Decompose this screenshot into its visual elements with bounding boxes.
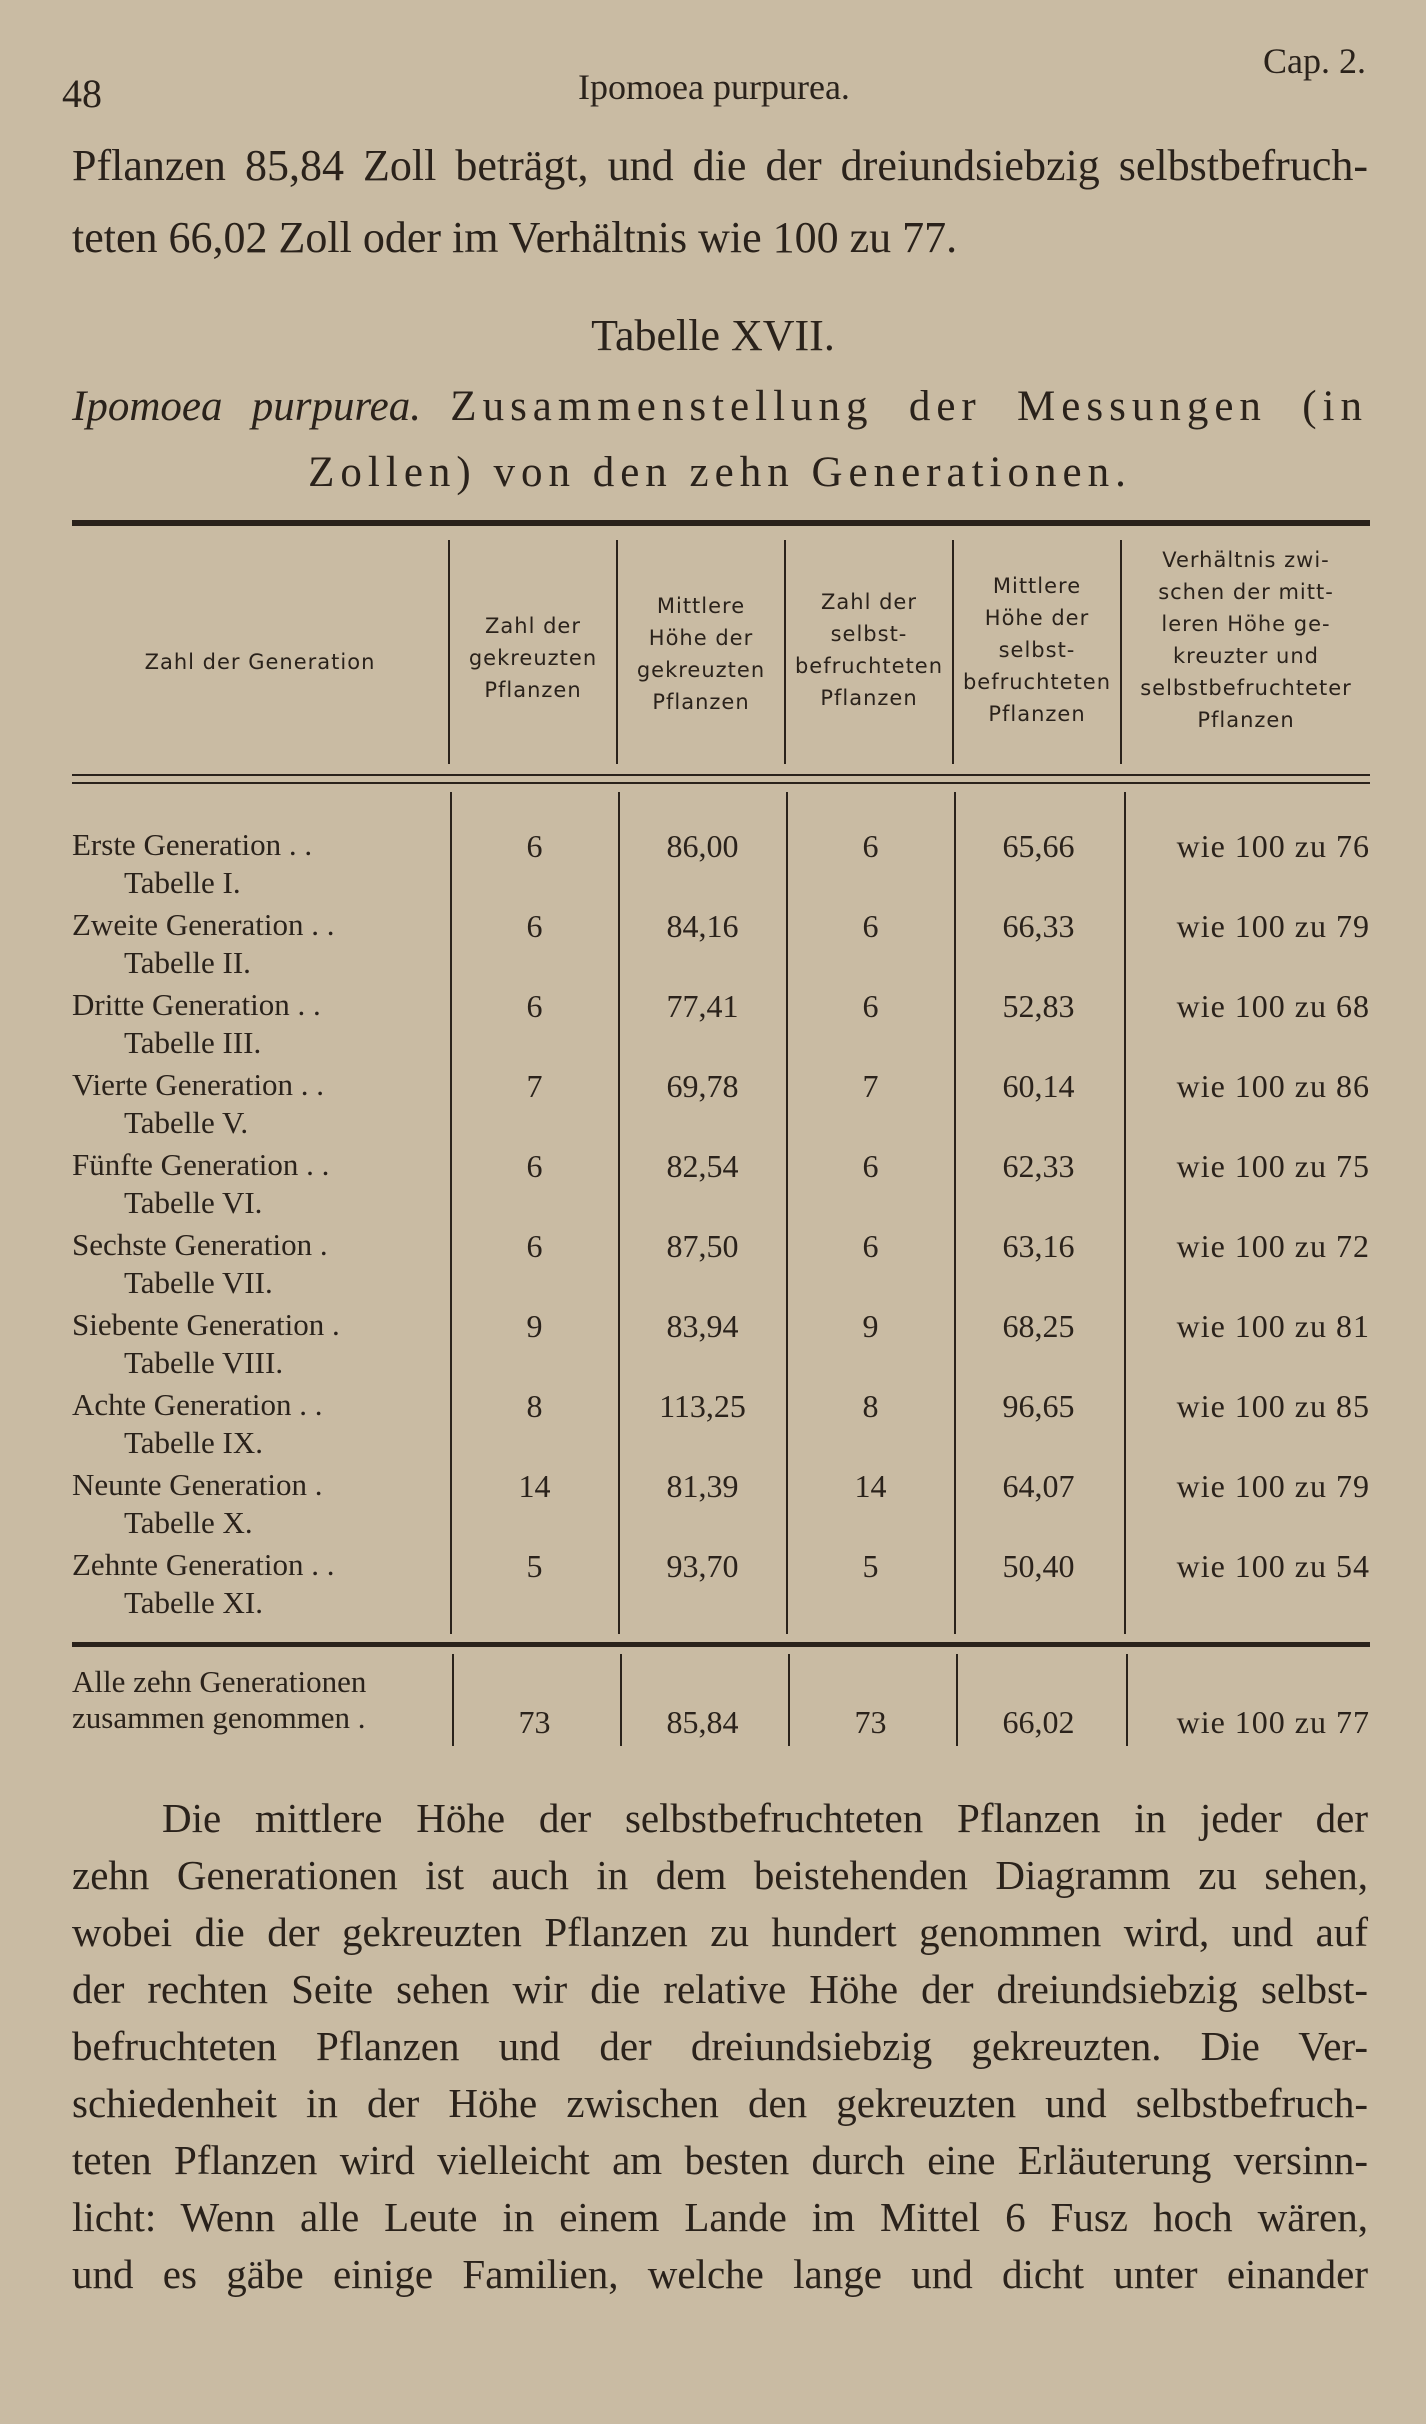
self-count: 6: [862, 1148, 879, 1184]
crossed-height: 83,94: [666, 1308, 739, 1344]
text-line: befruchteten Pflanzen und der dreiundsiebzig gekreuzten. Die Ver-: [72, 2023, 1368, 2069]
table-reference: Tabelle III.: [124, 1025, 262, 1060]
total-self-height: 66,02: [1002, 1704, 1075, 1740]
text-line: Pflanzen 85,84 Zoll beträgt, und die der dreiundsiebzig selbstbefruch-: [72, 141, 1368, 190]
ratio: wie 100 zu 79: [1176, 908, 1370, 944]
crossed-count: 6: [526, 908, 543, 944]
table-reference: Tabelle II.: [124, 945, 251, 980]
table-row: [72, 906, 1370, 986]
text-line: der rechten Seite sehen wir die relative Höhe der dreiundsiebzig selbst-: [72, 1966, 1368, 2012]
crossed-height: 93,70: [666, 1548, 739, 1584]
ratio: wie 100 zu 86: [1176, 1068, 1370, 1104]
table-row: [72, 1226, 1370, 1306]
page-header: [62, 40, 1366, 116]
total-label-line1: Alle zehn Generationen: [72, 1664, 367, 1699]
table-row: [72, 1386, 1370, 1466]
crossed-count: 6: [526, 828, 543, 864]
ratio: wie 100 zu 75: [1176, 1148, 1370, 1184]
crossed-height: 77,41: [666, 988, 739, 1024]
text-line: wobei die der gekreuzten Pflanzen zu hundert genommen wird, und auf: [72, 1909, 1368, 1955]
table-title: Tabelle XVII.: [591, 311, 835, 360]
table-reference: Tabelle XI.: [124, 1585, 263, 1620]
col-header-self-height: Mittlere Höhe der selbst- befruchteten Pflanzen: [962, 574, 1112, 726]
ratio: wie 100 zu 72: [1176, 1228, 1370, 1264]
crossed-height: 84,16: [666, 908, 739, 944]
generation-label: Zweite Generation . .: [72, 907, 335, 942]
table-reference: Tabelle X.: [124, 1505, 253, 1540]
self-height: 62,33: [1002, 1148, 1075, 1184]
caption-text-line2: Zollen) von den zehn Generationen.: [308, 449, 1132, 496]
total-crossed-height: 85,84: [666, 1704, 739, 1740]
generation-label: Sechste Generation .: [72, 1227, 328, 1262]
col-header-crossed-height: Mittlere Höhe der gekreuzten Pflanzen: [636, 594, 766, 714]
crossed-height: 113,25: [659, 1388, 746, 1424]
col-header-self-count: Zahl der selbst- befruchteten Pflanzen: [794, 590, 944, 710]
running-title: Ipomoea purpurea.: [578, 67, 850, 107]
crossed-count: 7: [526, 1068, 543, 1104]
text-line: teten 66,02 Zoll oder im Verhältnis wie 100 zu 77.: [72, 213, 958, 262]
ratio: wie 100 zu 85: [1176, 1388, 1370, 1424]
crossed-height: 81,39: [666, 1468, 739, 1504]
col-header-crossed-count: Zahl der gekreuzten Pflanzen: [468, 614, 598, 702]
table-reference: Tabelle V.: [124, 1105, 249, 1140]
self-count: 5: [862, 1548, 879, 1584]
self-count: 8: [862, 1388, 879, 1424]
generation-label: Zehnte Generation . .: [72, 1547, 335, 1582]
self-count: 6: [862, 828, 879, 864]
crossed-count: 8: [526, 1388, 543, 1424]
self-height: 60,14: [1002, 1068, 1075, 1104]
body-paragraph: [72, 1790, 1368, 2303]
self-height: 52,83: [1002, 988, 1075, 1024]
ratio: wie 100 zu 81: [1176, 1308, 1370, 1344]
crossed-count: 5: [526, 1548, 543, 1584]
table-top-rule: [72, 520, 1370, 526]
table-row: [72, 826, 1370, 906]
header-rule: [72, 774, 1370, 776]
table-row: [72, 1466, 1370, 1546]
total-label-line2: zusammen genommen .: [72, 1700, 366, 1735]
generation-label: Dritte Generation . .: [72, 987, 321, 1022]
crossed-height: 87,50: [666, 1228, 739, 1264]
text-line: und es gäbe einige Familien, welche lange und dicht unter einander: [72, 2251, 1368, 2297]
totals-rule: [72, 1642, 1370, 1647]
self-count: 14: [854, 1468, 887, 1504]
self-count: 7: [862, 1068, 879, 1104]
self-height: 68,25: [1002, 1308, 1075, 1344]
caption-species: Ipomoea purpurea.: [72, 383, 421, 430]
caption-text: Zusammenstellung der Messungen (in: [450, 383, 1368, 430]
crossed-height: 86,00: [666, 828, 739, 864]
generation-label: Achte Generation . .: [72, 1387, 323, 1422]
generation-label: Siebente Generation .: [72, 1307, 340, 1342]
crossed-count: 9: [526, 1308, 543, 1344]
table-row: [72, 1546, 1370, 1626]
table-reference: Tabelle VII.: [124, 1265, 273, 1300]
generation-label: Erste Generation . .: [72, 827, 313, 862]
table-reference: Tabelle I.: [124, 865, 241, 900]
self-count: 9: [862, 1308, 879, 1344]
ratio: wie 100 zu 76: [1176, 828, 1370, 864]
self-height: 65,66: [1002, 828, 1075, 864]
generation-label: Neunte Generation .: [72, 1467, 323, 1502]
crossed-count: 6: [526, 1148, 543, 1184]
crossed-count: 6: [526, 988, 543, 1024]
text-line: Die mittlere Höhe der selbstbefruchteten Pflanzen in jeder der: [162, 1795, 1368, 1841]
ratio: wie 100 zu 79: [1176, 1468, 1370, 1504]
crossed-height: 69,78: [666, 1068, 739, 1104]
self-height: 66,33: [1002, 908, 1075, 944]
text-line: schiedenheit in der Höhe zwischen den gekreuzten und selbstbefruch-: [72, 2080, 1368, 2126]
total-self-count: 73: [854, 1704, 887, 1740]
header-rule: [72, 782, 1370, 784]
crossed-count: 6: [526, 1228, 543, 1264]
table-reference: Tabelle IX.: [124, 1425, 263, 1460]
total-crossed-count: 73: [518, 1704, 551, 1740]
table-row: [72, 986, 1370, 1066]
page-number: 48: [62, 71, 102, 116]
self-height: 64,07: [1002, 1468, 1075, 1504]
ratio: wie 100 zu 54: [1176, 1548, 1370, 1584]
self-height: 50,40: [1002, 1548, 1075, 1584]
table-row: [72, 1066, 1370, 1146]
self-count: 6: [862, 908, 879, 944]
self-count: 6: [862, 1228, 879, 1264]
self-count: 6: [862, 988, 879, 1024]
table-caption: [72, 374, 1368, 506]
table-row: [72, 1146, 1370, 1226]
generation-label: Vierte Generation . .: [72, 1067, 325, 1102]
generation-label: Fünfte Generation . .: [72, 1147, 330, 1182]
text-line: teten Pflanzen wird vielleicht am besten durch eine Erläuterung versinn-: [72, 2137, 1368, 2183]
col-header-generation: Zahl der Generation: [144, 650, 376, 674]
text-line: licht: Wenn alle Leute in einem Lande im Mittel 6 Fusz hoch wären,: [72, 2194, 1368, 2240]
crossed-height: 82,54: [666, 1148, 739, 1184]
total-ratio: wie 100 zu 77: [1176, 1704, 1370, 1740]
table-reference: Tabelle VIII.: [124, 1345, 284, 1380]
self-height: 96,65: [1002, 1388, 1075, 1424]
text-line: zehn Generationen ist auch in dem beistehenden Diagramm zu sehen,: [72, 1852, 1368, 1898]
table-total-row: [72, 1664, 1370, 1754]
col-header-ratio: Verhältnis zwi- schen der mitt- leren Höhe ge- kreuzter und selbstbefruchteter Pflanzen: [1140, 548, 1352, 732]
crossed-count: 14: [518, 1468, 551, 1504]
intro-paragraph: [72, 130, 1368, 274]
ratio: wie 100 zu 68: [1176, 988, 1370, 1024]
table-reference: Tabelle VI.: [124, 1185, 263, 1220]
table-row: [72, 1306, 1370, 1386]
chapter-label: Cap. 2.: [1263, 41, 1366, 81]
self-height: 63,16: [1002, 1228, 1075, 1264]
